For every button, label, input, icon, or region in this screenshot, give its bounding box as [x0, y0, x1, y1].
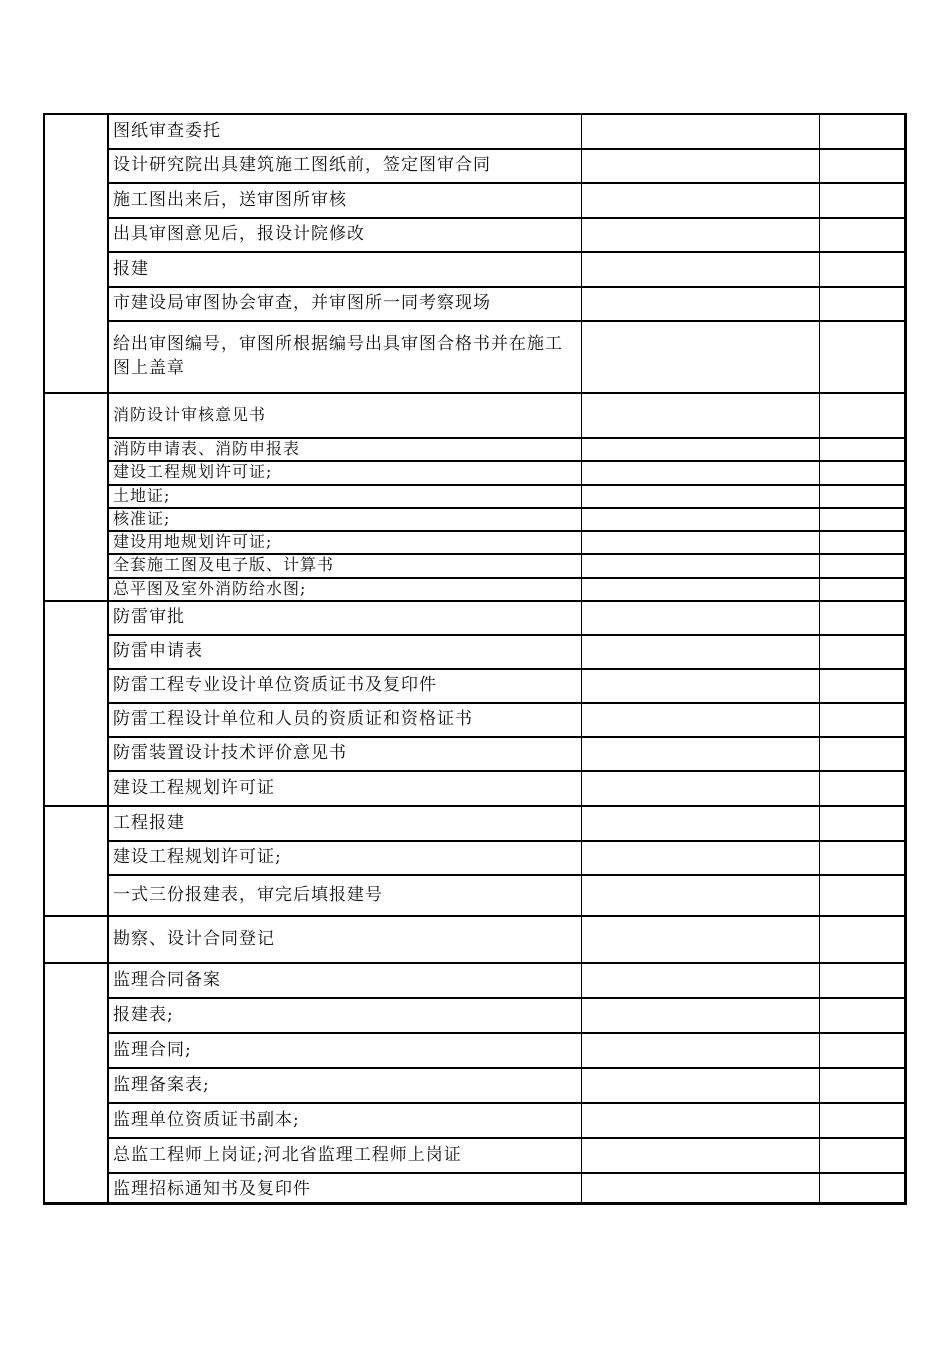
- table-row: 防雷工程专业设计单位资质证书及复印件: [113, 675, 437, 695]
- table-row: 全套施工图及电子版、计算书: [113, 555, 335, 574]
- table-row: 核准证;: [113, 508, 171, 528]
- section-divider: [43, 915, 907, 917]
- column-divider: [581, 113, 582, 1205]
- row-divider: [107, 460, 907, 462]
- table-row: 防雷装置设计技术评价意见书: [113, 743, 347, 763]
- table-row: 防雷申请表: [113, 641, 203, 661]
- table-row: 建设工程规划许可证: [113, 777, 275, 798]
- table-row: 防雷审批: [113, 607, 185, 627]
- table-row: 监理合同备案: [113, 969, 221, 990]
- row-divider: [107, 874, 907, 876]
- section-divider: [43, 600, 907, 602]
- table-row: 建设工程规划许可证;: [113, 847, 282, 867]
- table-row: 出具审图意见后，报设计院修改: [113, 224, 365, 244]
- table-row: 市建设局审图协会审查，并审图所一同考察现场: [113, 293, 491, 313]
- section-divider: [43, 805, 907, 807]
- table-row: 监理备案表;: [113, 1074, 210, 1095]
- table-row: 监理招标通知书及复印件: [113, 1178, 311, 1199]
- table-row: 报建表;: [113, 1004, 174, 1025]
- table-row: 给出审图编号，审图所根据编号出具审图合格书并在施工图上盖章: [113, 334, 563, 378]
- row-divider: [107, 634, 907, 636]
- row-divider: [107, 577, 907, 579]
- row-divider: [107, 702, 907, 704]
- row-divider: [107, 286, 907, 288]
- table-row: 建设工程规划许可证;: [113, 462, 273, 481]
- row-divider: [107, 320, 907, 322]
- row-divider: [107, 553, 907, 555]
- row-divider: [107, 997, 907, 999]
- row-divider: [107, 217, 907, 219]
- row-divider: [107, 1032, 907, 1034]
- table-row: 土地证;: [113, 485, 171, 505]
- table-row: 一式三份报建表，审完后填报建号: [113, 884, 383, 905]
- row-divider: [107, 668, 907, 670]
- section-divider: [43, 392, 907, 394]
- column-divider: [819, 113, 820, 1205]
- row-divider: [107, 1137, 907, 1139]
- table-row: 报建: [113, 258, 149, 279]
- column-divider: [107, 113, 109, 1205]
- row-divider: [107, 437, 907, 439]
- row-divider: [107, 1172, 907, 1174]
- table-row: 消防申请表、消防申报表: [113, 438, 301, 458]
- table-row: 防雷工程设计单位和人员的资质证和资格证书: [113, 709, 473, 729]
- row-divider: [107, 736, 907, 738]
- table-row: 勘察、设计合同登记: [113, 928, 275, 949]
- table-row: 消防设计审核意见书: [113, 404, 267, 424]
- row-divider: [107, 148, 907, 150]
- row-divider: [107, 507, 907, 509]
- table-row: 总平图及室外消防给水图;: [113, 578, 307, 598]
- row-divider: [107, 770, 907, 772]
- table-row: 总监工程师上岗证;河北省监理工程师上岗证: [113, 1144, 462, 1165]
- table-row: 工程报建: [113, 812, 185, 833]
- table-row: 建设用地规划许可证;: [113, 531, 273, 551]
- row-divider: [107, 1102, 907, 1104]
- table-row: 图纸审查委托: [113, 120, 221, 141]
- table-row: 施工图出来后，送审图所审核: [113, 189, 347, 210]
- row-divider: [107, 530, 907, 532]
- table-row: 监理合同;: [113, 1039, 192, 1060]
- table-row: 监理单位资质证书副本;: [113, 1109, 300, 1130]
- row-divider: [107, 1067, 907, 1069]
- row-divider: [107, 251, 907, 253]
- section-divider: [43, 962, 907, 964]
- row-divider: [107, 182, 907, 184]
- table-row: 设计研究院出具建筑施工图纸前，签定图审合同: [113, 155, 491, 175]
- row-divider: [107, 484, 907, 486]
- row-divider: [107, 840, 907, 842]
